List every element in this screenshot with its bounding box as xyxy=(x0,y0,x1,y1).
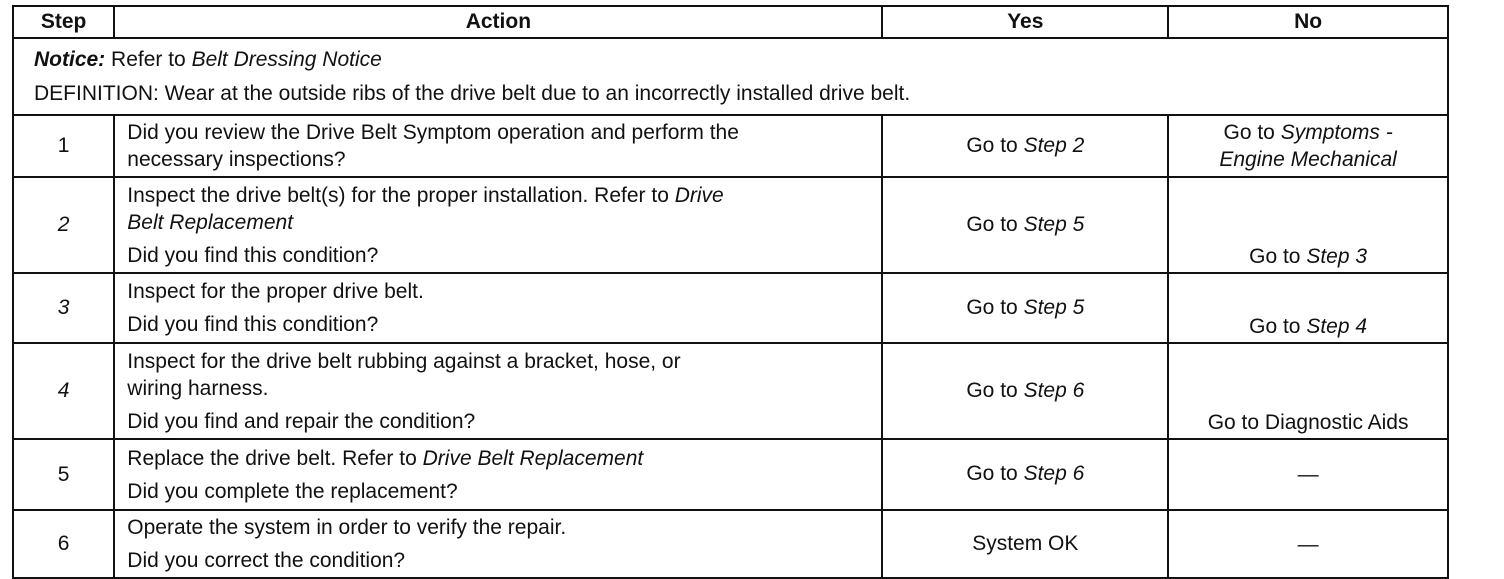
yes-cell[interactable] xyxy=(882,439,1168,510)
step-number: 6 xyxy=(13,510,114,578)
no-cell[interactable] xyxy=(1168,273,1448,343)
action-cell xyxy=(114,343,882,439)
question-text: Did you find and repair the condition? xyxy=(127,409,476,433)
yes-cell xyxy=(882,510,1168,578)
step-number: 3 xyxy=(13,273,114,343)
action-text: wiring harness. xyxy=(127,376,269,400)
yes-cell[interactable] xyxy=(882,177,1168,273)
step-number: 2 xyxy=(13,177,114,273)
no-cell xyxy=(1168,510,1448,578)
question-text: Did you find this condition? xyxy=(127,243,379,267)
action-text xyxy=(127,182,869,209)
question-text: Did you find this condition? xyxy=(127,313,379,336)
no-text[interactable]: Go to Diagnostic Aids xyxy=(1207,411,1409,434)
action-cell xyxy=(114,115,882,177)
no-link[interactable]: Symptoms - xyxy=(1280,121,1393,144)
yes-prefix: Go to xyxy=(966,295,1018,319)
table-row xyxy=(13,439,1448,510)
notice-line xyxy=(34,43,1427,77)
no-link[interactable]: Step 3 xyxy=(1306,245,1368,268)
action-text-part: Replace the drive belt. Refer to xyxy=(127,446,417,470)
header-no: No xyxy=(1168,6,1448,38)
notice-cell xyxy=(13,38,1448,115)
header-step: Step xyxy=(13,6,114,38)
header-row xyxy=(13,6,1448,38)
table-row xyxy=(13,343,1448,439)
no-cell xyxy=(1168,439,1448,510)
action-link[interactable]: Drive Belt Replacement xyxy=(422,446,644,470)
no-cell[interactable] xyxy=(1168,343,1448,439)
no-cell[interactable] xyxy=(1168,115,1448,177)
yes-text: System OK xyxy=(972,531,1079,555)
yes-cell[interactable] xyxy=(882,115,1168,177)
action-text xyxy=(127,209,869,236)
step-number: 5 xyxy=(13,439,114,510)
question-text: Did you correct the condition? xyxy=(127,549,406,572)
table-row xyxy=(13,273,1448,343)
action-text: Inspect for the drive belt rubbing against a bracket, hose, or xyxy=(127,349,681,373)
action-link[interactable]: Drive xyxy=(674,183,724,207)
no-cell[interactable] xyxy=(1168,177,1448,273)
action-text: necessary inspections? xyxy=(127,148,346,171)
notice-link[interactable]: Belt Dressing Notice xyxy=(191,48,382,71)
action-text: Operate the system in order to verify the repair. xyxy=(127,516,567,539)
action-cell xyxy=(114,177,882,273)
action-text-part: Inspect the drive belt(s) for the proper installation. Refer to xyxy=(127,183,669,207)
step-number: 1 xyxy=(13,115,114,177)
no-link[interactable]: Engine Mechanical xyxy=(1219,148,1397,171)
yes-cell[interactable] xyxy=(882,273,1168,343)
action-cell xyxy=(114,510,882,578)
header-action: Action xyxy=(114,6,882,38)
no-prefix: Go to xyxy=(1249,245,1301,268)
action-cell xyxy=(114,439,882,510)
no-dash: — xyxy=(1297,463,1319,486)
yes-prefix: Go to xyxy=(966,133,1018,157)
definition-text: DEFINITION: Wear at the outside ribs of the drive belt due to an incorrectly installed drive belt. xyxy=(34,82,911,105)
notice-row xyxy=(13,38,1448,115)
yes-cell[interactable] xyxy=(882,343,1168,439)
yes-link[interactable]: Step 6 xyxy=(1023,462,1085,485)
table-row xyxy=(13,510,1448,578)
no-link[interactable]: Step 4 xyxy=(1306,315,1368,338)
no-dash: — xyxy=(1297,532,1319,556)
notice-text: Refer to xyxy=(111,48,186,71)
yes-prefix: Go to xyxy=(966,212,1018,236)
action-text: Did you review the Drive Belt Symptom operation and perform the xyxy=(127,121,739,144)
notice-label: Notice: xyxy=(34,48,106,71)
no-prefix: Go to xyxy=(1223,121,1275,144)
action-text xyxy=(127,445,869,472)
yes-link[interactable]: Step 5 xyxy=(1023,295,1085,319)
action-cell xyxy=(114,273,882,343)
table-row xyxy=(13,115,1448,177)
yes-prefix: Go to xyxy=(966,462,1018,485)
yes-link[interactable]: Step 5 xyxy=(1023,212,1085,236)
yes-prefix: Go to xyxy=(966,378,1018,402)
action-link[interactable]: Belt Replacement xyxy=(127,210,294,234)
diagnostic-table xyxy=(12,5,1449,579)
yes-link[interactable]: Step 6 xyxy=(1023,378,1085,402)
no-prefix: Go to xyxy=(1249,315,1301,338)
yes-link[interactable]: Step 2 xyxy=(1023,133,1085,157)
table-row xyxy=(13,177,1448,273)
step-number: 4 xyxy=(13,343,114,439)
question-text: Did you complete the replacement? xyxy=(127,479,458,503)
action-text: Inspect for the proper drive belt. xyxy=(127,280,424,303)
header-yes: Yes xyxy=(882,6,1168,38)
